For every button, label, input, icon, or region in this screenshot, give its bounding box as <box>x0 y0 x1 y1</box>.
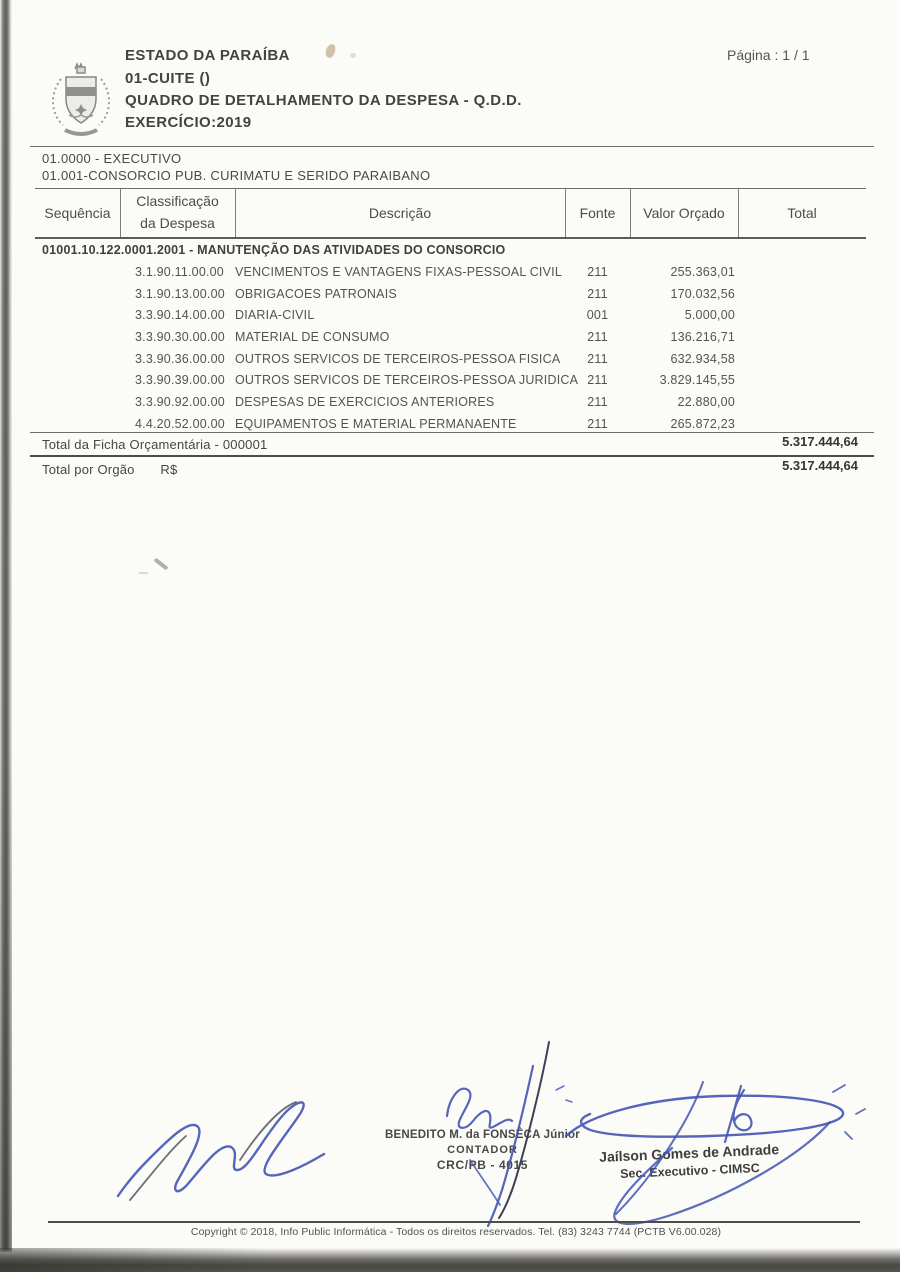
scan-edge-bottom-shade <box>0 1248 900 1272</box>
currency-symbol: R$ <box>160 462 178 477</box>
executive-signature-block <box>591 1141 787 1182</box>
col-header-classificacao-2: da Despesa <box>140 215 215 231</box>
footer-divider-line <box>48 1221 860 1223</box>
table-row <box>35 391 865 413</box>
state-title: ESTADO DA PARAÍBA <box>125 47 290 64</box>
budget-action-group-title: 01001.10.122.0001.2001 - MANUTENÇÃO DAS ATIVIDADES DO CONSORCIO <box>42 243 506 257</box>
expense-description: MATERIAL DE CONSUMO <box>235 329 390 344</box>
fonte-value: 001 <box>586 308 609 323</box>
org-subunit-line: 01.001-CONSORCIO PUB. CURIMATU E SERIDO PARAIBANO <box>42 168 431 183</box>
valor-orcado-value: 255.363,01 <box>670 264 735 279</box>
pencil-mark <box>139 572 148 574</box>
classification-code: 3.3.90.30.00.00 <box>135 329 225 344</box>
accountant-role: CONTADOR <box>447 1144 518 1156</box>
totals-top-line <box>30 432 874 433</box>
paraiba-coat-of-arms-icon <box>45 57 117 141</box>
entity-title: 01-CUITE () <box>125 70 211 87</box>
table-header-bottom-line <box>35 237 866 239</box>
table-row <box>35 261 865 283</box>
col-header-fonte: Fonte <box>579 205 616 221</box>
col-header-valor-orcado: Valor Orçado <box>643 205 725 221</box>
pencil-mark <box>153 557 168 570</box>
scan-smudge <box>350 53 356 58</box>
copyright-text: Copyright © 2018, Info Public Informática - Todos os direitos reservados. Tel. (83) 3243 7744 (PCTB V6.00.028) <box>190 1226 722 1238</box>
fonte-value: 211 <box>587 351 608 366</box>
orgao-total-text: Total por Orgão <box>42 462 135 477</box>
valor-orcado-value: 170.032,56 <box>670 286 735 301</box>
fonte-value: 211 <box>587 286 608 301</box>
col-header-sequencia: Sequência <box>44 205 111 221</box>
table-row <box>35 304 865 326</box>
valor-orcado-value: 5.000,00 <box>684 308 735 323</box>
fonte-value: 211 <box>587 416 608 431</box>
orgao-total-value: 5.317.444,64 <box>782 458 858 473</box>
valor-orcado-value: 22.880,00 <box>677 394 735 409</box>
totals-heavy-line <box>30 455 874 457</box>
classification-code: 3.3.90.36.00.00 <box>135 351 225 366</box>
expense-description: VENCIMENTOS E VANTAGENS FIXAS-PESSOAL CIVIL <box>235 264 562 279</box>
fonte-value: 211 <box>587 394 608 409</box>
fonte-value: 211 <box>587 373 608 388</box>
page-number: Página : 1 / 1 <box>727 47 810 63</box>
ficha-total-value: 5.317.444,64 <box>782 434 858 449</box>
scan-smudge <box>325 43 337 59</box>
expense-description: DESPESAS DE EXERCICIOS ANTERIORES <box>235 394 495 409</box>
expense-description: OUTROS SERVICOS DE TERCEIROS-PESSOA JURIDICA <box>235 373 579 388</box>
valor-orcado-value: 3.829.145,55 <box>659 373 735 388</box>
table-row <box>35 369 865 391</box>
col-header-descricao: Descrição <box>368 205 432 221</box>
table-row <box>35 348 865 370</box>
accountant-registry: CRC/PB - 4015 <box>436 1158 529 1172</box>
ficha-total-label: Total da Ficha Orçamentária - 000001 <box>42 437 268 452</box>
accountant-signature-block <box>385 1129 580 1172</box>
col-header-total: Total <box>787 205 817 221</box>
expense-description: DIARIA-CIVIL <box>235 308 315 323</box>
fonte-value: 211 <box>587 264 608 279</box>
classification-code: 3.3.90.92.00.00 <box>135 394 225 409</box>
table-header-top-line <box>35 188 866 189</box>
executive-name: Jaílson Gomes de Andrade <box>598 1141 780 1165</box>
expense-description: OBRIGACOES PATRONAIS <box>235 286 397 301</box>
expense-description: OUTROS SERVICOS DE TERCEIROS-PESSOA FISICA <box>235 351 561 366</box>
expense-rows <box>35 261 865 435</box>
section-divider-line <box>30 146 874 147</box>
valor-orcado-value: 265.872,23 <box>670 416 735 431</box>
classification-code: 3.1.90.11.00.00 <box>135 264 224 279</box>
table-row <box>35 326 865 348</box>
accountant-name: BENEDITO M. da FONSÊCA Júnior <box>385 1129 580 1141</box>
classification-code: 4.4.20.52.00.00 <box>135 416 225 431</box>
classification-code: 3.3.90.14.00.00 <box>135 308 225 323</box>
valor-orcado-value: 632.934,58 <box>670 351 735 366</box>
document-title: QUADRO DE DETALHAMENTO DA DESPESA - Q.D.D. <box>125 92 522 109</box>
classification-code: 3.3.90.39.00.00 <box>135 373 225 388</box>
executive-role: Sec. Executivo - CIMSC <box>619 1160 760 1182</box>
valor-orcado-value: 136.216,71 <box>670 329 735 344</box>
org-unit-line: 01.0000 - EXECUTIVO <box>42 151 182 166</box>
col-header-classificacao-1: Classificação <box>136 193 219 209</box>
expense-description: EQUIPAMENTOS E MATERIAL PERMANAENTE <box>235 416 517 431</box>
orgao-total-label <box>42 462 177 477</box>
exercise-label: EXERCÍCIO:2019 <box>125 114 252 131</box>
scan-edge-left-shade <box>0 0 12 1252</box>
table-row <box>35 283 865 305</box>
fonte-value: 211 <box>587 329 608 344</box>
classification-code: 3.1.90.13.00.00 <box>135 286 225 301</box>
